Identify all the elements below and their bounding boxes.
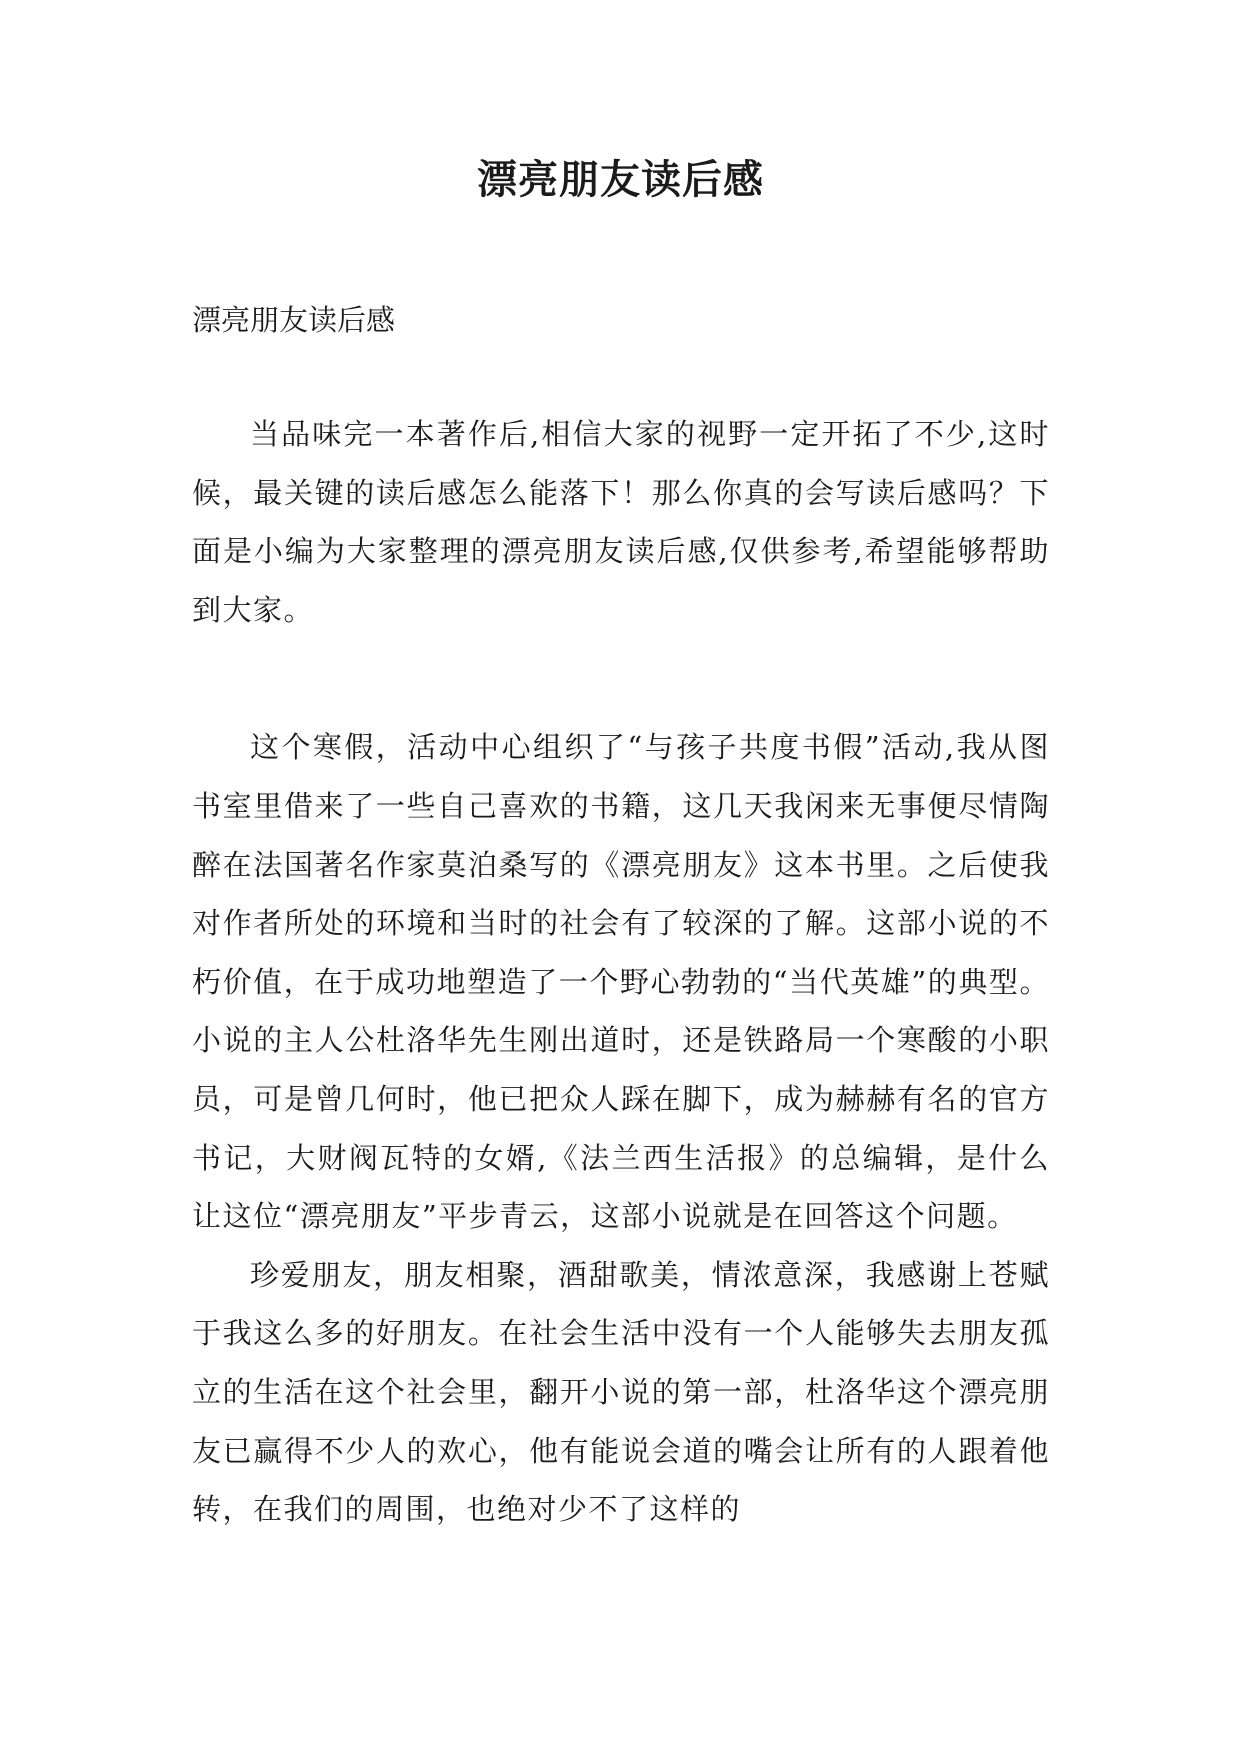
- document-subtitle: 漂亮朋友读后感: [192, 303, 396, 337]
- document-title: 漂亮朋友读后感: [477, 156, 764, 203]
- document-body: [192, 405, 1050, 1539]
- paragraph-intro: 当品味完一本著作后,相信大家的视野一定开拓了不少,这时候，最关键的读后感怎么能落下！那么你真的会写读后感吗？下面是小编为大家整理的漂亮朋友读后感,仅供参考,希望能够帮助到大家。: [192, 417, 1050, 627]
- paragraph-3: 珍爱朋友，朋友相聚，酒甜歌美，情浓意深，我感谢上苍赋于我这么多的好朋友。在社会生活中没有一个人能够失去朋友孤立的生活在这个社会里，翻开小说的第一部，杜洛华这个漂亮朋友已赢得不少人的欢心，他有能说会道的嘴会让所有的人跟着他转，在我们的周围，也绝对少不了这样的: [192, 1257, 1050, 1527]
- paragraph-2: 这个寒假，活动中心组织了“与孩子共度书假”活动,我从图书室里借来了一些自己喜欢的书籍，这几天我闲来无事便尽情陶醉在法国著名作家莫泊桑写的《漂亮朋友》这本书里。之后使我对作者所处的环境和当时的社会有了较深的了解。这部小说的不朽价值，在于成功地塑造了一个野心勃勃的“当代英雄”的典型。小说的主人公杜洛华先生刚出道时，还是铁路局一个寒酸的小职员，可是曾几何时，他已把众人踩在脚下，成为赫赫有名的官方书记，大财阀瓦特的女婿,《法兰西生活报》的总编辑，是什么让这位“漂亮朋友”平步青云，这部小说就是在回答这个问题。: [192, 730, 1050, 1234]
